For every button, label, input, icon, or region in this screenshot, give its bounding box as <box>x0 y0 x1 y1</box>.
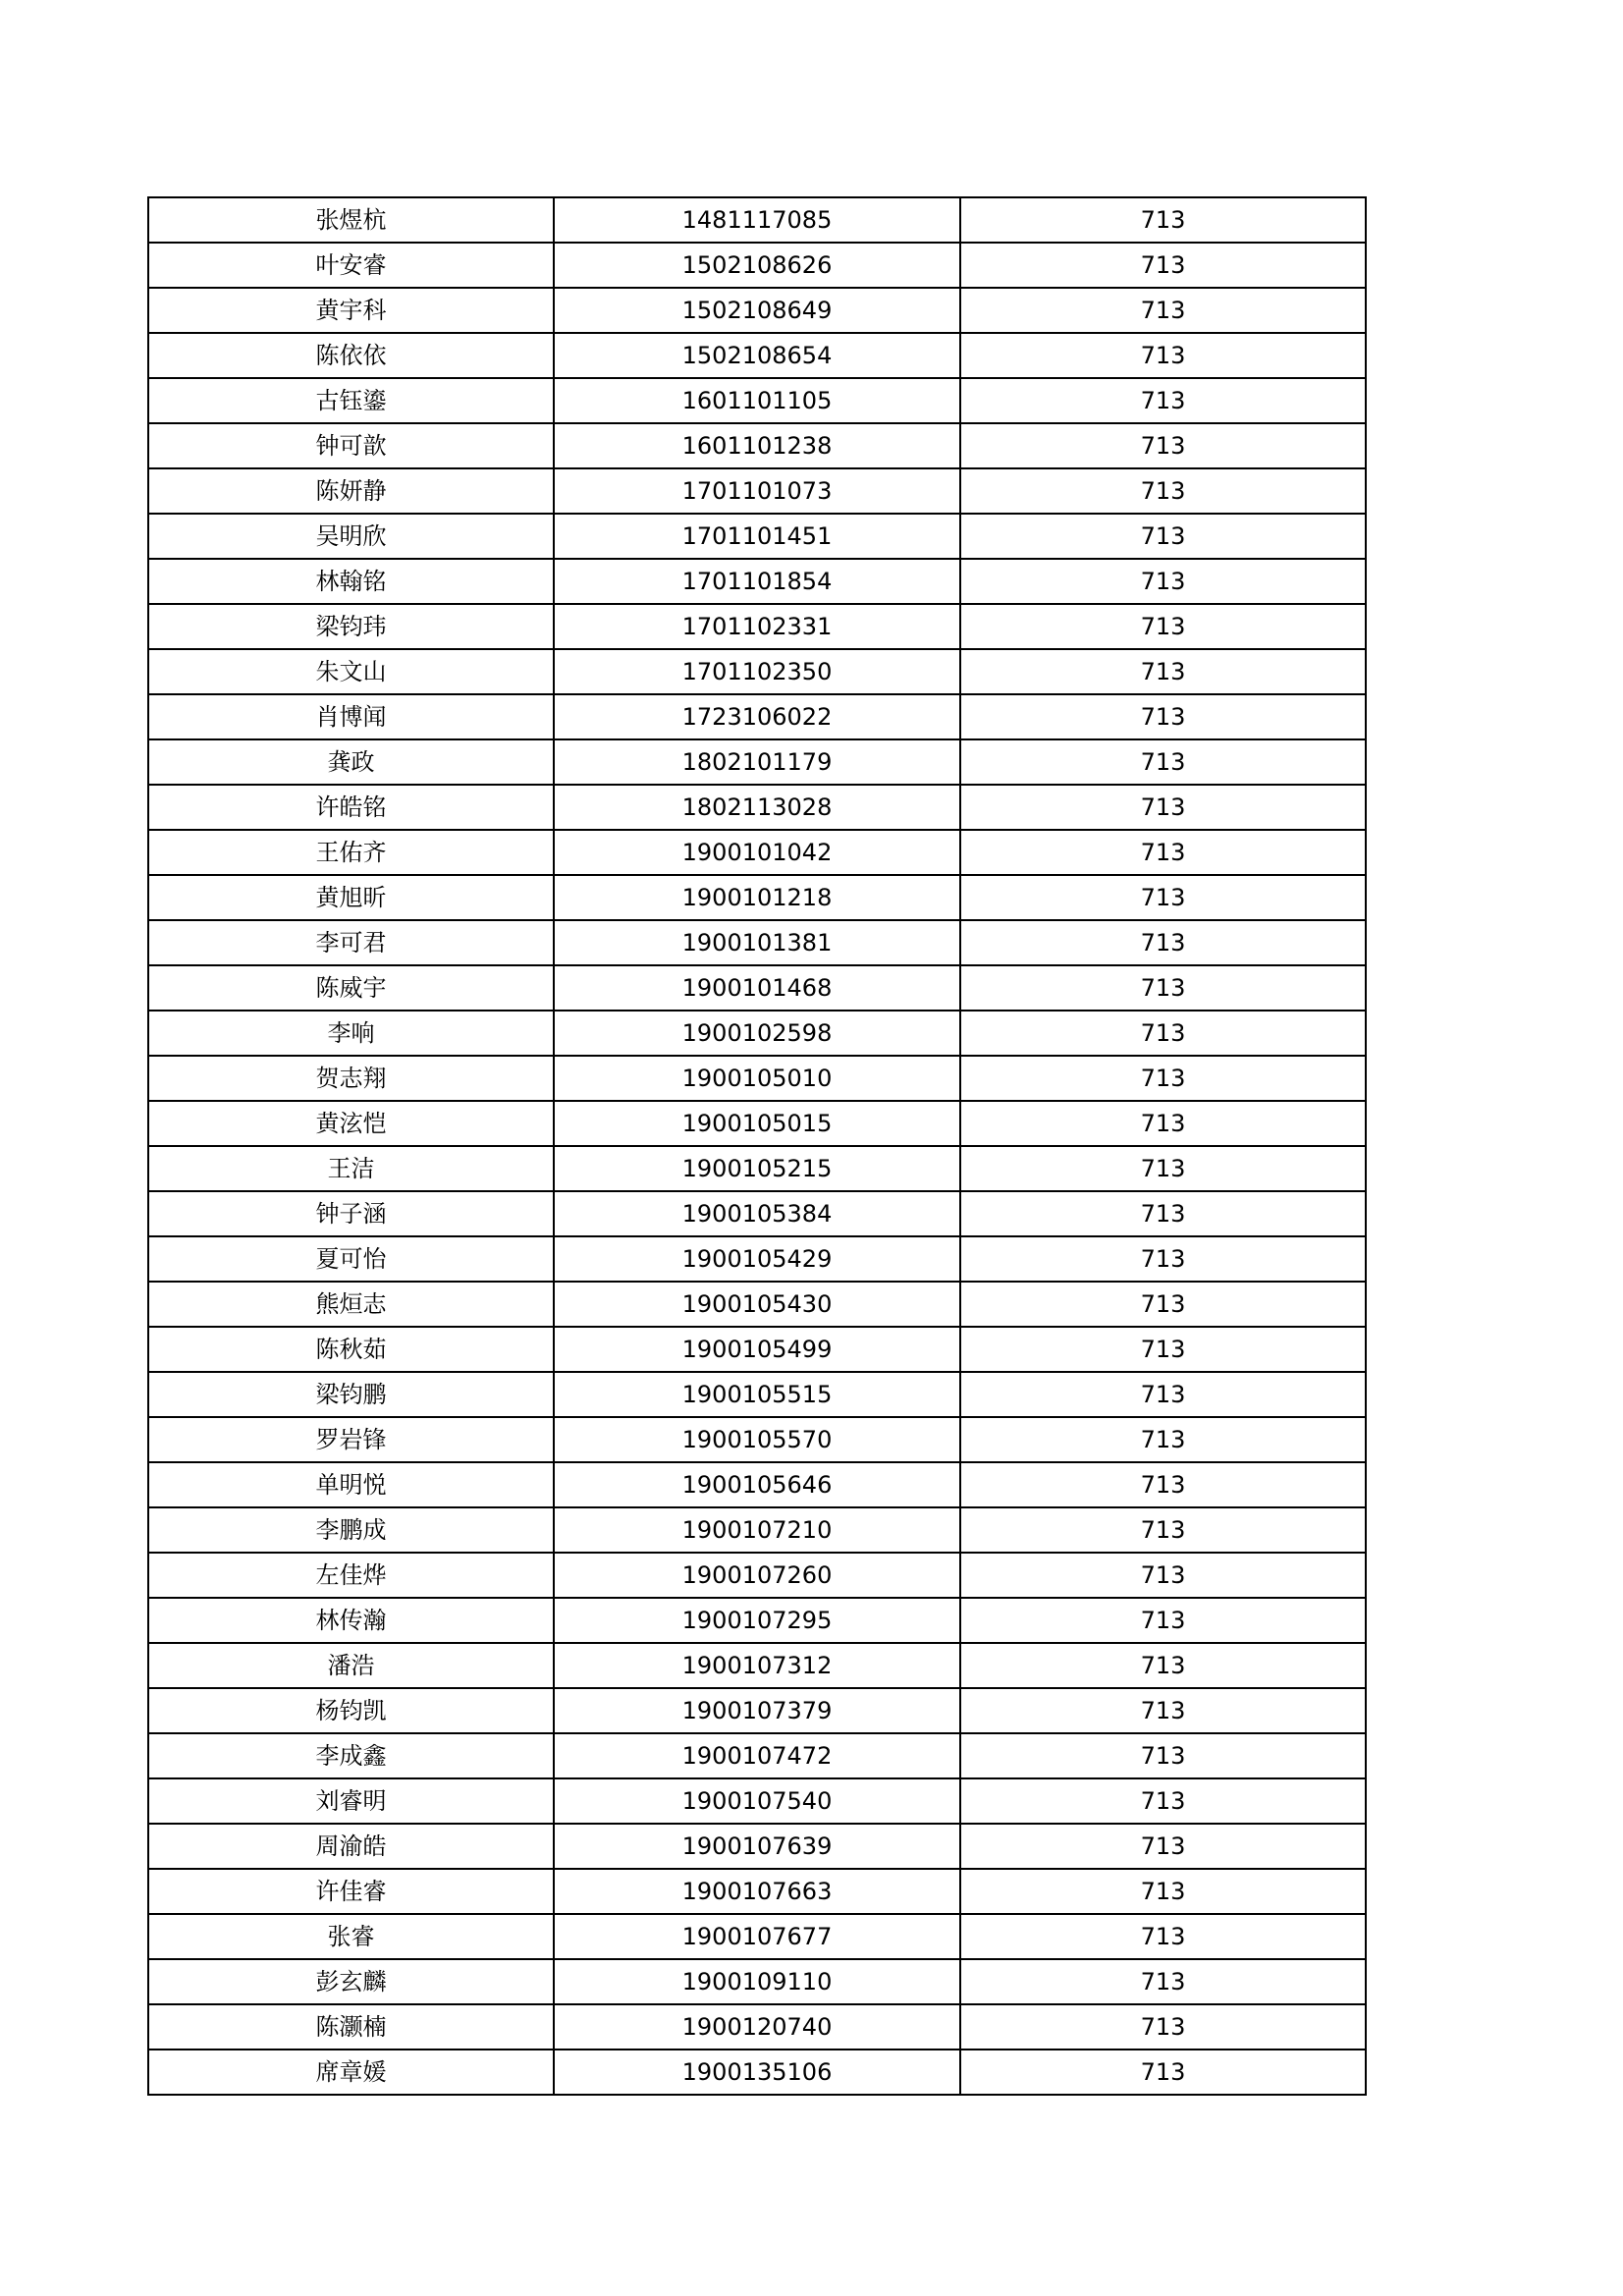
score-cell: 713 <box>960 1553 1366 1598</box>
id-cell: 1502108654 <box>554 333 960 378</box>
name-cell: 钟子涵 <box>148 1191 554 1236</box>
score-cell: 713 <box>960 1372 1366 1417</box>
score-cell: 713 <box>960 1688 1366 1733</box>
name-cell: 朱文山 <box>148 649 554 694</box>
id-cell: 1802113028 <box>554 785 960 830</box>
score-cell: 713 <box>960 920 1366 965</box>
id-cell: 1900107472 <box>554 1733 960 1778</box>
score-cell: 713 <box>960 1327 1366 1372</box>
name-cell: 梁钧玮 <box>148 604 554 649</box>
id-cell: 1900120740 <box>554 2004 960 2050</box>
score-cell: 713 <box>960 1914 1366 1959</box>
table-row <box>148 1282 1366 1327</box>
table-row <box>148 514 1366 559</box>
table-row <box>148 739 1366 785</box>
table-row <box>148 1598 1366 1643</box>
score-cell: 713 <box>960 830 1366 875</box>
id-cell: 1900109110 <box>554 1959 960 2004</box>
table-row <box>148 604 1366 649</box>
name-cell: 林翰铭 <box>148 559 554 604</box>
table-row <box>148 1146 1366 1191</box>
table-row <box>148 1688 1366 1733</box>
table-row <box>148 1733 1366 1778</box>
table-row <box>148 423 1366 468</box>
score-cell: 713 <box>960 1733 1366 1778</box>
name-cell: 李成鑫 <box>148 1733 554 1778</box>
name-cell: 梁钧鹏 <box>148 1372 554 1417</box>
table-row <box>148 378 1366 423</box>
table-row <box>148 965 1366 1011</box>
id-cell: 1900105570 <box>554 1417 960 1462</box>
id-cell: 1900105215 <box>554 1146 960 1191</box>
score-cell: 713 <box>960 378 1366 423</box>
id-cell: 1900107210 <box>554 1507 960 1553</box>
score-cell: 713 <box>960 1643 1366 1688</box>
name-cell: 黄旭昕 <box>148 875 554 920</box>
table-row <box>148 1643 1366 1688</box>
table-row <box>148 2004 1366 2050</box>
name-cell: 单明悦 <box>148 1462 554 1507</box>
name-cell: 肖博闻 <box>148 694 554 739</box>
table-row <box>148 1462 1366 1507</box>
score-table <box>147 196 1367 2096</box>
name-cell: 陈灏楠 <box>148 2004 554 2050</box>
name-cell: 李鹏成 <box>148 1507 554 1553</box>
table-row <box>148 1191 1366 1236</box>
id-cell: 1900105015 <box>554 1101 960 1146</box>
id-cell: 1900105429 <box>554 1236 960 1282</box>
name-cell: 黄泫恺 <box>148 1101 554 1146</box>
score-cell: 713 <box>960 1598 1366 1643</box>
table-row <box>148 1824 1366 1869</box>
name-cell: 熊烜志 <box>148 1282 554 1327</box>
table-row <box>148 1056 1366 1101</box>
table-row <box>148 1914 1366 1959</box>
score-cell: 713 <box>960 1507 1366 1553</box>
id-cell: 1900105430 <box>554 1282 960 1327</box>
id-cell: 1900107260 <box>554 1553 960 1598</box>
name-cell: 黄宇科 <box>148 288 554 333</box>
id-cell: 1601101238 <box>554 423 960 468</box>
id-cell: 1900101468 <box>554 965 960 1011</box>
score-cell: 713 <box>960 1191 1366 1236</box>
table-row <box>148 649 1366 694</box>
name-cell: 吴明欣 <box>148 514 554 559</box>
score-cell: 713 <box>960 1236 1366 1282</box>
name-cell: 潘浩 <box>148 1643 554 1688</box>
id-cell: 1701101451 <box>554 514 960 559</box>
table-row <box>148 1372 1366 1417</box>
id-cell: 1900107677 <box>554 1914 960 1959</box>
name-cell: 陈依依 <box>148 333 554 378</box>
name-cell: 许佳睿 <box>148 1869 554 1914</box>
id-cell: 1900105499 <box>554 1327 960 1372</box>
name-cell: 古钰鎏 <box>148 378 554 423</box>
name-cell: 彭玄麟 <box>148 1959 554 2004</box>
id-cell: 1900101042 <box>554 830 960 875</box>
id-cell: 1900105515 <box>554 1372 960 1417</box>
name-cell: 张睿 <box>148 1914 554 1959</box>
table-row <box>148 1778 1366 1824</box>
name-cell: 张煜杭 <box>148 197 554 243</box>
id-cell: 1900105010 <box>554 1056 960 1101</box>
table-row <box>148 333 1366 378</box>
score-cell: 713 <box>960 875 1366 920</box>
id-cell: 1900101218 <box>554 875 960 920</box>
name-cell: 席章媛 <box>148 2050 554 2095</box>
name-cell: 李响 <box>148 1011 554 1056</box>
table-row <box>148 243 1366 288</box>
name-cell: 陈秋茹 <box>148 1327 554 1372</box>
id-cell: 1900107295 <box>554 1598 960 1643</box>
id-cell: 1481117085 <box>554 197 960 243</box>
id-cell: 1900101381 <box>554 920 960 965</box>
id-cell: 1900107639 <box>554 1824 960 1869</box>
table-row <box>148 1869 1366 1914</box>
table-row <box>148 1417 1366 1462</box>
score-cell: 713 <box>960 423 1366 468</box>
name-cell: 龚政 <box>148 739 554 785</box>
name-cell: 陈威宇 <box>148 965 554 1011</box>
table-row <box>148 468 1366 514</box>
table-row <box>148 694 1366 739</box>
score-cell: 713 <box>960 1101 1366 1146</box>
name-cell: 陈妍静 <box>148 468 554 514</box>
name-cell: 叶安睿 <box>148 243 554 288</box>
id-cell: 1900107663 <box>554 1869 960 1914</box>
score-cell: 713 <box>960 468 1366 514</box>
name-cell: 罗岩锋 <box>148 1417 554 1462</box>
id-cell: 1802101179 <box>554 739 960 785</box>
id-cell: 1900107540 <box>554 1778 960 1824</box>
score-cell: 713 <box>960 785 1366 830</box>
table-row <box>148 1011 1366 1056</box>
table-row <box>148 288 1366 333</box>
table-row <box>148 920 1366 965</box>
id-cell: 1701101854 <box>554 559 960 604</box>
name-cell: 左佳烨 <box>148 1553 554 1598</box>
table-row <box>148 875 1366 920</box>
score-cell: 713 <box>960 559 1366 604</box>
name-cell: 周渝皓 <box>148 1824 554 1869</box>
table-row <box>148 1553 1366 1598</box>
name-cell: 王洁 <box>148 1146 554 1191</box>
id-cell: 1701102331 <box>554 604 960 649</box>
id-cell: 1701101073 <box>554 468 960 514</box>
score-cell: 713 <box>960 1146 1366 1191</box>
score-cell: 713 <box>960 965 1366 1011</box>
table-row <box>148 1327 1366 1372</box>
table-row <box>148 1236 1366 1282</box>
id-cell: 1900135106 <box>554 2050 960 2095</box>
score-cell: 713 <box>960 739 1366 785</box>
name-cell: 刘睿明 <box>148 1778 554 1824</box>
score-cell: 713 <box>960 514 1366 559</box>
score-cell: 713 <box>960 1824 1366 1869</box>
score-cell: 713 <box>960 694 1366 739</box>
id-cell: 1900105384 <box>554 1191 960 1236</box>
id-cell: 1502108626 <box>554 243 960 288</box>
table-row <box>148 2050 1366 2095</box>
id-cell: 1701102350 <box>554 649 960 694</box>
id-cell: 1601101105 <box>554 378 960 423</box>
score-cell: 713 <box>960 1778 1366 1824</box>
score-cell: 713 <box>960 243 1366 288</box>
score-cell: 713 <box>960 1417 1366 1462</box>
score-cell: 713 <box>960 197 1366 243</box>
score-cell: 713 <box>960 604 1366 649</box>
name-cell: 夏可怡 <box>148 1236 554 1282</box>
name-cell: 许皓铭 <box>148 785 554 830</box>
name-cell: 李可君 <box>148 920 554 965</box>
id-cell: 1900107379 <box>554 1688 960 1733</box>
score-cell: 713 <box>960 1869 1366 1914</box>
score-cell: 713 <box>960 1462 1366 1507</box>
name-cell: 贺志翔 <box>148 1056 554 1101</box>
id-cell: 1502108649 <box>554 288 960 333</box>
table-row <box>148 1959 1366 2004</box>
score-cell: 713 <box>960 2050 1366 2095</box>
score-cell: 713 <box>960 1282 1366 1327</box>
name-cell: 王佑齐 <box>148 830 554 875</box>
score-cell: 713 <box>960 1056 1366 1101</box>
score-cell: 713 <box>960 288 1366 333</box>
id-cell: 1900107312 <box>554 1643 960 1688</box>
table-row <box>148 830 1366 875</box>
score-cell: 713 <box>960 649 1366 694</box>
id-cell: 1723106022 <box>554 694 960 739</box>
id-cell: 1900102598 <box>554 1011 960 1056</box>
name-cell: 林传瀚 <box>148 1598 554 1643</box>
table-row <box>148 1507 1366 1553</box>
score-cell: 713 <box>960 2004 1366 2050</box>
score-cell: 713 <box>960 1959 1366 2004</box>
id-cell: 1900105646 <box>554 1462 960 1507</box>
table-row <box>148 559 1366 604</box>
table-row <box>148 785 1366 830</box>
score-cell: 713 <box>960 1011 1366 1056</box>
score-cell: 713 <box>960 333 1366 378</box>
score-table-body <box>148 197 1366 2095</box>
table-row <box>148 197 1366 243</box>
name-cell: 杨钧凯 <box>148 1688 554 1733</box>
table-row <box>148 1101 1366 1146</box>
name-cell: 钟可歆 <box>148 423 554 468</box>
